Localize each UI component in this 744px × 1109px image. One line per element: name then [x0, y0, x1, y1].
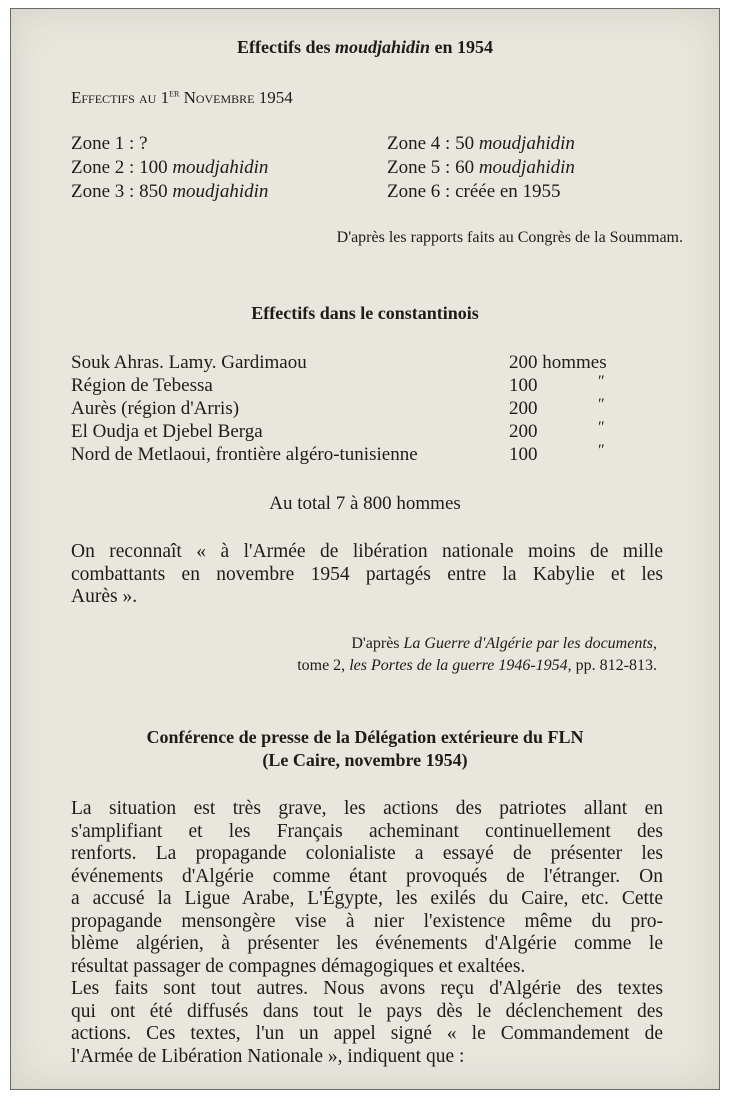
- section1-source: D'après les rapports faits au Congrès de la Soummam.: [336, 229, 683, 246]
- zone-item: [387, 181, 561, 203]
- zone-label: Zone 5 : 60: [387, 157, 479, 178]
- ditto-mark: ″: [597, 373, 604, 390]
- zone-unit: moudjahidin: [172, 181, 269, 202]
- quote-line: combattants en novembre 1954 partagés entre la Kabylie et les: [71, 563, 663, 585]
- ditto-mark: ″: [597, 442, 604, 459]
- zone-item: [71, 181, 268, 203]
- table-row-count: 200 hommes: [509, 352, 607, 373]
- section2-source-line1: [351, 635, 657, 653]
- section1-title-b: moudjahidin: [334, 37, 431, 57]
- section1-subtitle: [71, 88, 293, 108]
- paragraph-line: qui ont été diffusés dans tout le pays dès le déclenchement des: [71, 1000, 663, 1022]
- paragraph-line: actions. Ces textes, l'un un appel signé « le Commandement de: [71, 1023, 663, 1044]
- zone-label: Zone 4 : 50: [387, 133, 479, 154]
- section2-source-line2: [297, 657, 657, 675]
- paragraph-line: blème algérien, à présenter les événements d'Algérie comme le: [71, 933, 663, 954]
- document-page: [10, 8, 720, 1090]
- quote-line: Aurès ».: [71, 586, 138, 607]
- section1-subtitle-sup: er: [169, 87, 180, 100]
- source-volume-title: les Portes de la guerre 1946-1954: [349, 657, 568, 674]
- table-row-place: Souk Ahras. Lamy. Gardimaou: [71, 352, 307, 373]
- zone-label: Zone 1 : ?: [71, 133, 148, 154]
- ditto-mark: ″: [597, 396, 604, 413]
- ditto-mark: ″: [597, 419, 604, 436]
- zone-unit: moudjahidin: [172, 157, 269, 178]
- section1-title-c: en 1954: [430, 37, 494, 57]
- table-row-count: 100: [509, 444, 538, 465]
- paragraph-line: renforts. La propagande colonialiste a essayé de présenter les: [71, 843, 663, 864]
- press-paragraph: [71, 798, 663, 1068]
- zone-item: [387, 157, 575, 179]
- table-row-count: 100: [509, 375, 538, 396]
- zone-label: Zone 6 : créée en 1955: [387, 181, 561, 202]
- section1-title-a: Effectifs des: [236, 37, 335, 57]
- quote-paragraph: [71, 541, 663, 609]
- table-row-place: Région de Tebessa: [71, 375, 213, 396]
- paragraph-line: s'amplifiant et les Français acheminant continuellement des: [71, 820, 663, 842]
- section3-title-line1: Conférence de presse de la Délégation extérieure du FLN: [146, 727, 584, 747]
- source-text: D'après: [351, 635, 404, 652]
- section1-subtitle-a: Effectifs au 1: [71, 88, 170, 107]
- source-text: , pp. 812-813.: [567, 657, 657, 674]
- paragraph-line: événements d'Algérie comme étant provoqués de l'étranger. On: [71, 865, 663, 887]
- zone-unit: moudjahidin: [478, 157, 575, 178]
- paragraph-line: a accusé la Ligue Arabe, L'Égypte, les exilés du Caire, etc. Cette: [71, 888, 663, 909]
- source-text: ,: [653, 635, 657, 652]
- paragraph-line: résultat passager de compagnes démagogiques et exaltées.: [71, 955, 526, 977]
- zone-unit: moudjahidin: [478, 133, 575, 154]
- table-row-place: El Oudja et Djebel Berga: [71, 421, 263, 442]
- table-row-place: Nord de Metlaoui, frontière algéro-tunisienne: [71, 444, 418, 465]
- section1-subtitle-b: Novembre 1954: [179, 88, 293, 107]
- table-row-count: 200: [509, 398, 538, 419]
- paragraph-line: Les faits sont tout autres. Nous avons reçu d'Algérie des textes: [71, 978, 663, 999]
- source-book-title: La Guerre d'Algérie par les documents: [403, 635, 653, 652]
- table-row-count: 200: [509, 421, 538, 442]
- section3-title-line2: (Le Caire, novembre 1954): [262, 750, 468, 770]
- source-text: tome 2,: [297, 657, 350, 674]
- table-row-place: Aurès (région d'Arris): [71, 398, 240, 419]
- zone-item: [387, 133, 575, 155]
- quote-line: On reconnaît « à l'Armée de libération nationale moins de mille: [71, 541, 663, 562]
- zone-item: [71, 157, 268, 179]
- section2-title: Effectifs dans le constantinois: [251, 303, 479, 323]
- total-line: Au total 7 à 800 hommes: [269, 493, 461, 514]
- zone-label: Zone 2 : 100: [71, 157, 173, 178]
- paragraph-line: propagande mensongère vise à nier l'existence même du pro-: [71, 910, 663, 932]
- zone-label: Zone 3 : 850: [71, 181, 173, 202]
- section1-title: [11, 37, 719, 58]
- paragraph-line: l'Armée de Libération Nationale », indiquent que :: [71, 1045, 465, 1067]
- paragraph-line: La situation est très grave, les actions des patriotes allant en: [71, 798, 663, 819]
- zone-item: [71, 133, 148, 155]
